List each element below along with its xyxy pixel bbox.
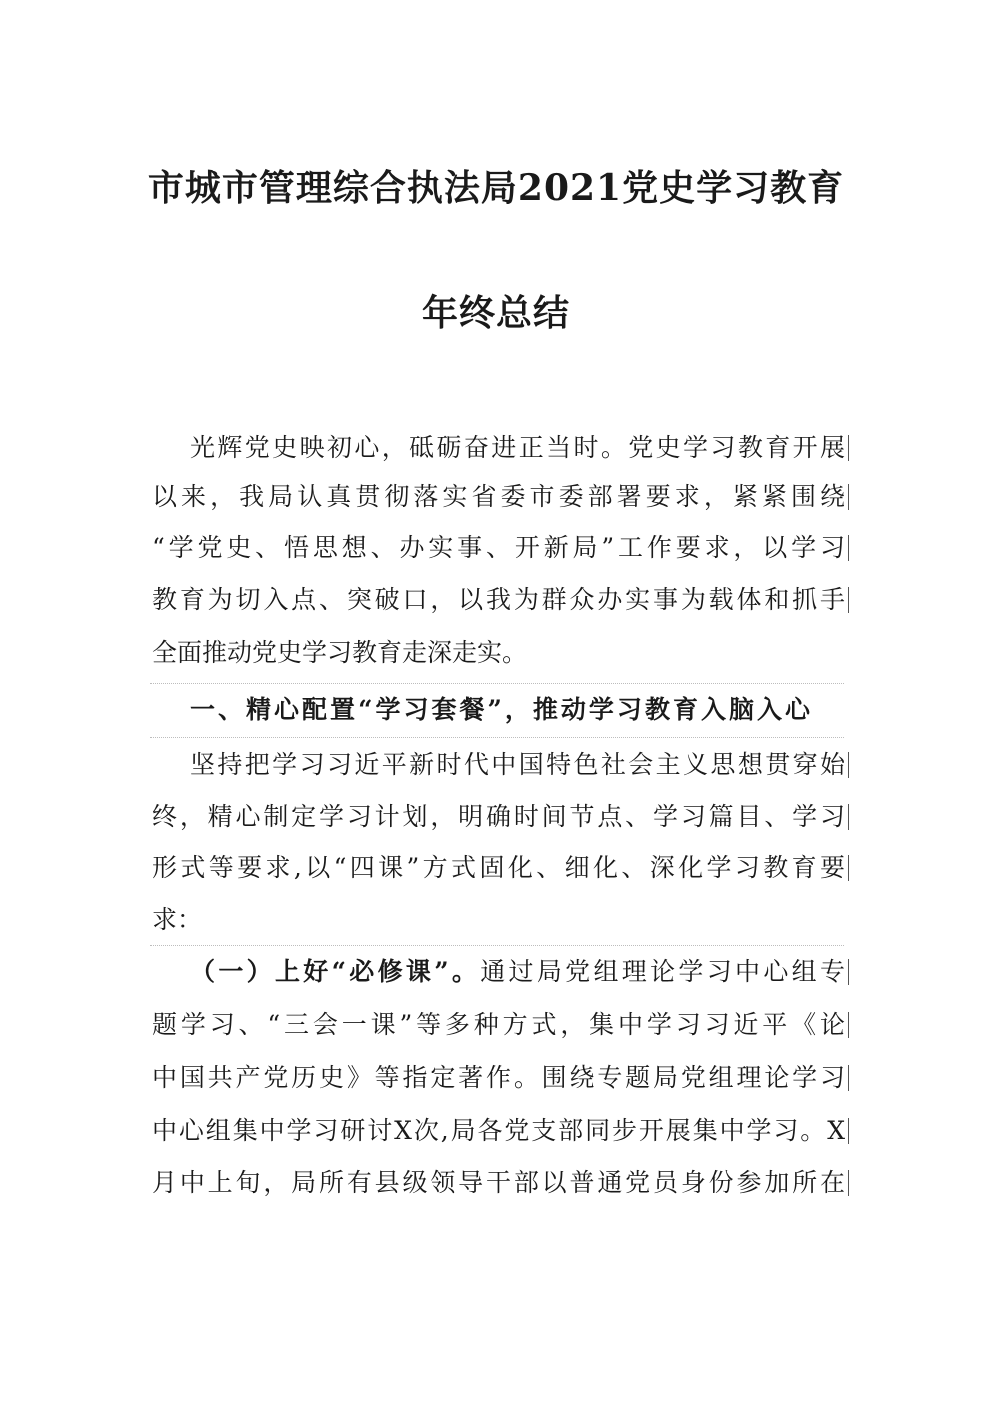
section-divider [150,737,844,738]
section-1-line-1: 坚持把学习习近平新时代中国特色社会主义思想贯穿始 [190,740,845,790]
subsection-1-line-1: （一）上好“必修课”。通过局党组理论学习中心组专 [190,947,845,997]
intro-line-4: 教育为切入点、突破口，以我为群众办实事为载体和抓手 [152,575,845,625]
section-1-line-2: 终，精心制定学习计划，明确时间节点、学习篇目、学习 [152,792,845,842]
subsection-1-line-4: 中心组集中学习研讨Ⅹ次,局各党支部同步开展集中学习。Ⅹ [152,1106,845,1156]
intro-line-3: “学党史、悟思想、办实事、开新局”工作要求，以学习 [152,523,845,573]
section-1-line-4: 求： [152,905,203,934]
document-title-line-2: 年终总结 [421,292,570,334]
subsection-1-line-3: 中国共产党历史》等指定著作。围绕专题局党组理论学习 [152,1053,845,1103]
intro-line-5: 全面推动党史学习教育走深走实。 [152,638,528,667]
subsection-1-line-5: 月中上旬，局所有县级领导干部以普通党员身份参加所在 [152,1158,845,1208]
subsection-1-lead: （一）上好“必修课”。 [190,957,481,986]
document-title-line-1: 市城市管理综合执法局2021党史学习教育 [147,167,845,209]
section-1-heading: 一、精心配置“学习套餐”，推动学习教育入脑入心 [190,695,810,724]
intro-line-2: 以来，我局认真贯彻落实省委市委部署要求，紧紧围绕 [152,472,845,522]
subsection-1-line-2: 题学习、“三会一课”等多种方式，集中学习习近平《论 [152,1000,845,1050]
section-divider [150,683,844,684]
section-1-line-3: 形式等要求,以“四课”方式固化、细化、深化学习教育要 [152,843,845,893]
section-divider [150,945,844,946]
intro-line-1: 光辉党史映初心，砥砺奋进正当时。党史学习教育开展 [190,423,845,473]
